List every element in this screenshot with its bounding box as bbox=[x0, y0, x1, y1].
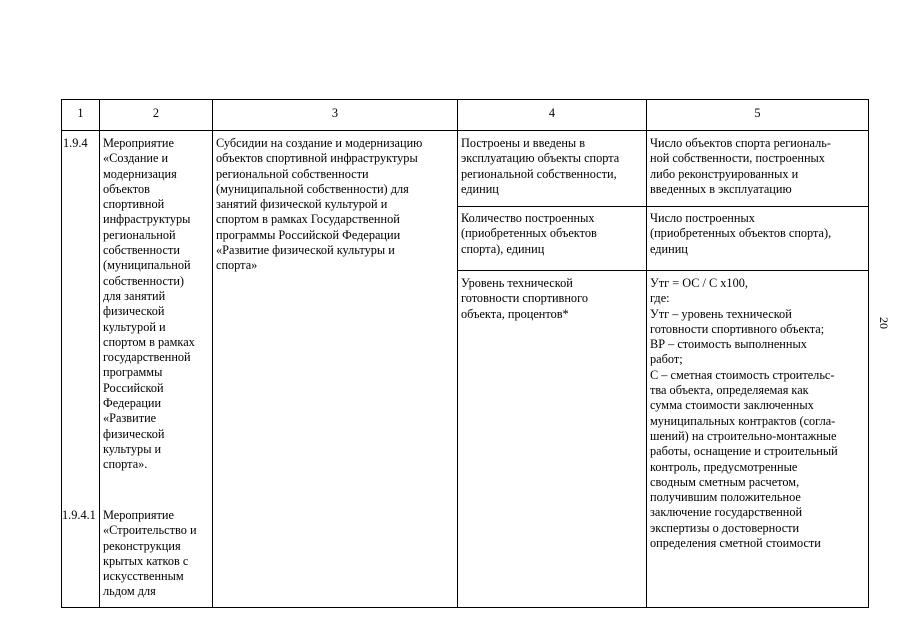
item-number-1-9-4: 1.9.4 bbox=[63, 136, 88, 150]
col-divider-2 bbox=[212, 99, 213, 608]
indicator-divider-2 bbox=[457, 270, 869, 271]
indicator-name-2: Количество построенных (приобретенных объектов спорта), единиц bbox=[461, 211, 597, 256]
subsidy-description: Субсидии на создание и модернизацию объектов спортивной инфраструктуры региональной собственности (муниципальной собственности) для занятий физической культурой и спортом в рамках Государственной программы Российской Федерации «Развитие физической культуры и спорта» bbox=[216, 136, 423, 273]
header-col-3: 3 bbox=[331, 106, 339, 120]
col-divider-1 bbox=[99, 99, 100, 608]
col-divider-3 bbox=[457, 99, 458, 608]
table-bottom-border bbox=[61, 607, 869, 608]
header-col-1: 1 bbox=[77, 106, 84, 120]
header-col-5: 5 bbox=[754, 106, 761, 120]
page-number: 20 bbox=[877, 317, 891, 329]
table-top-border bbox=[61, 99, 869, 100]
indicator-name-1: Построены и введены в эксплуатацию объекты спорта региональной собственности, единиц bbox=[461, 136, 620, 196]
indicator-formula-3: Утг = ОС / С х100, где: Утг – уровень технической готовности спортивного объекта; ВР – стоимость выполненных работ; С – сметная стоимость строительс- тва объекта, определяемая как сумма стоимости заключенных муниципальных контрактов (согла- шений) на строительно-монтажные работы, оснащение и строительный контроль, предусмотренные сводным сметным расчетом, получившим положительное заключение государственной экспертизы о достоверности определения сметной стоимости bbox=[650, 276, 838, 551]
indicator-divider-1 bbox=[457, 206, 869, 207]
col-divider-4 bbox=[646, 99, 647, 608]
table-left-border bbox=[61, 99, 62, 608]
indicator-formula-2: Число построенных (приобретенных объектов спорта), единиц bbox=[650, 211, 832, 256]
header-col-2: 2 bbox=[152, 106, 160, 120]
measure-name-1-9-4-1: Мероприятие «Строительство и реконструкция крытых катков с искусственным льдом для bbox=[103, 508, 197, 599]
measure-name-1-9-4: Мероприятие «Создание и модернизация объектов спортивной инфраструктуры региональной собственности (муниципальной собственности) для занятий физической культурой и спортом в рамках государственной программы Российской Федерации «Развитие физической культуры и спорта». bbox=[103, 136, 195, 472]
header-bottom-border bbox=[61, 130, 869, 131]
indicator-name-3: Уровень технической готовности спортивного объекта, процентов* bbox=[461, 276, 588, 321]
table-right-border bbox=[868, 99, 869, 608]
item-number-1-9-4-1: 1.9.4.1 bbox=[62, 508, 96, 522]
header-col-4: 4 bbox=[548, 106, 556, 120]
indicator-formula-1: Число объектов спорта региональ- ной собственности, построенных либо реконструированных и введенных в эксплуатацию bbox=[650, 136, 831, 196]
